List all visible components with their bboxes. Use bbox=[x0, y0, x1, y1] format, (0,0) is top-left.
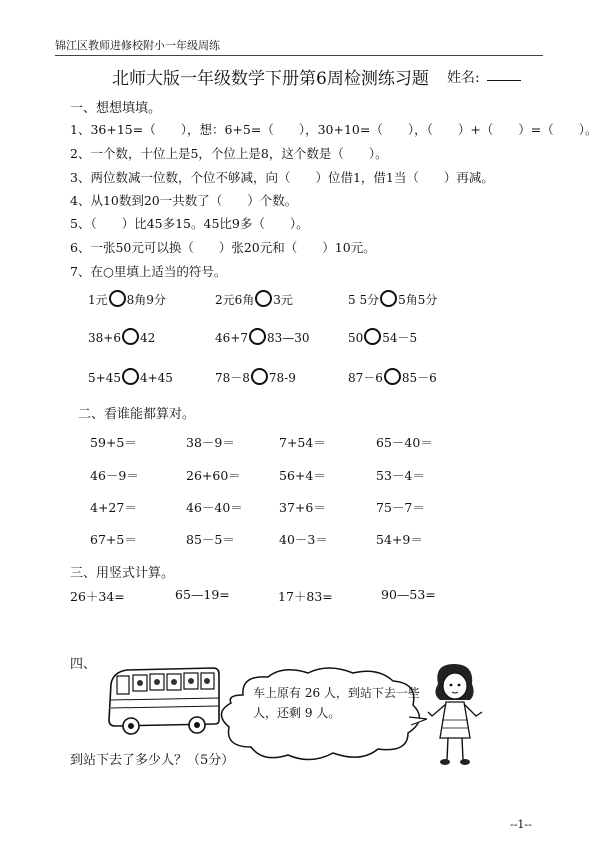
compare-item bbox=[215, 290, 293, 308]
arith-problem: 85－5＝ bbox=[186, 532, 235, 547]
compare-left: 5+45 bbox=[88, 371, 121, 385]
compare-right: 5角5分 bbox=[398, 293, 438, 307]
section2-heading: 二、看谁能都算对。 bbox=[78, 407, 196, 422]
section4-heading: 四、 bbox=[70, 657, 97, 672]
arith-problem: 37+6＝ bbox=[279, 500, 326, 515]
compare-left: 46+7 bbox=[215, 331, 248, 345]
vertical-problem: 90—53= bbox=[381, 587, 436, 602]
arith-problem: 46－9＝ bbox=[90, 468, 139, 483]
vertical-problem: 65—19= bbox=[175, 587, 230, 602]
vertical-problem: 26＋34= bbox=[70, 589, 125, 604]
arith-problem: 65－40＝ bbox=[376, 435, 433, 450]
question-3: 3、两位数减一位数，个位不够减，向（ ）位借1，借1当（ ）再减。 bbox=[70, 170, 494, 185]
arith-problem: 38－9＝ bbox=[186, 435, 235, 450]
arith-problem: 4+27＝ bbox=[90, 500, 137, 515]
page-title: 北师大版一年级数学下册第6周检测练习题 bbox=[112, 69, 429, 89]
arith-problem: 7+54＝ bbox=[279, 435, 326, 450]
compare-circle[interactable] bbox=[249, 328, 266, 345]
question-1: 1、36+15=（ ），想：6+5=（ ），30+10=（ ），（ ）+（ ）=（ ）。 bbox=[70, 122, 598, 137]
compare-item bbox=[348, 328, 417, 346]
compare-circle[interactable] bbox=[364, 328, 381, 345]
question-5: 5、（ ）比45多15。45比9多（ ）。 bbox=[70, 216, 309, 231]
speech-bubble-text: 车上原有 26 人，到站下去一些人，还剩 9 人。 bbox=[253, 686, 420, 720]
compare-left: 50 bbox=[348, 331, 364, 345]
question-6: 6、一张50元可以换（ ）张20元和（ ）10元。 bbox=[70, 240, 376, 255]
compare-item bbox=[88, 368, 173, 385]
compare-left: 87－6 bbox=[348, 371, 383, 385]
section1-heading: 一、想想填填。 bbox=[70, 101, 162, 116]
compare-left: 38+6 bbox=[88, 331, 121, 345]
girl-illustration bbox=[420, 660, 490, 772]
compare-item bbox=[215, 328, 310, 345]
name-blank-line bbox=[487, 80, 521, 81]
vertical-problem: 17＋83= bbox=[278, 589, 333, 604]
compare-left: 78－8 bbox=[215, 371, 250, 385]
question-4: 4、从10数到20一共数了（ ）个数。 bbox=[70, 193, 298, 208]
arith-problem: 59+5＝ bbox=[90, 435, 137, 450]
compare-item bbox=[348, 368, 437, 386]
compare-circle[interactable] bbox=[384, 368, 401, 385]
compare-item bbox=[88, 290, 166, 308]
section4-question: 到站下去了多少人？（5分） bbox=[70, 753, 235, 768]
arith-problem: 26+60＝ bbox=[186, 468, 241, 483]
arith-problem: 67+5＝ bbox=[90, 532, 137, 547]
arith-problem: 54+9＝ bbox=[376, 532, 423, 547]
school-header: 锦江区教师进修校附小一年级周练 bbox=[55, 39, 220, 52]
compare-right: 85－6 bbox=[401, 371, 437, 385]
header-divider bbox=[55, 55, 543, 56]
compare-item bbox=[215, 368, 296, 386]
compare-left: 5 5分 bbox=[348, 293, 380, 307]
compare-right: 4+45 bbox=[139, 371, 173, 385]
compare-left: 2元6角 bbox=[215, 293, 255, 307]
compare-circle[interactable] bbox=[122, 328, 139, 345]
arith-problem: 46－40＝ bbox=[186, 500, 243, 515]
compare-item bbox=[348, 290, 437, 308]
arith-problem: 75－7＝ bbox=[376, 500, 425, 515]
compare-right: 8角9分 bbox=[126, 293, 166, 307]
compare-right: 78-9 bbox=[268, 371, 296, 385]
compare-right: 42 bbox=[139, 331, 156, 345]
compare-right: 54－5 bbox=[382, 331, 418, 345]
name-label: 姓名: bbox=[447, 70, 480, 86]
question-2: 2、一个数，十位上是5，个位上是8，这个数是（ ）。 bbox=[70, 146, 388, 161]
compare-circle[interactable] bbox=[109, 290, 126, 307]
compare-right: 3元 bbox=[273, 293, 293, 307]
compare-left: 1元 bbox=[88, 293, 108, 307]
page-number: --1-- bbox=[510, 818, 532, 831]
arith-problem: 56+4＝ bbox=[279, 468, 326, 483]
compare-right: 83—30 bbox=[266, 331, 310, 345]
compare-circle[interactable] bbox=[255, 290, 272, 307]
compare-item bbox=[88, 328, 155, 345]
compare-circle[interactable] bbox=[251, 368, 268, 385]
compare-circle[interactable] bbox=[380, 290, 397, 307]
bus-illustration bbox=[105, 664, 223, 738]
question-7: 7、在○里填上适当的符号。 bbox=[70, 264, 227, 279]
arith-problem: 53－4＝ bbox=[376, 468, 425, 483]
section3-heading: 三、用竖式计算。 bbox=[70, 566, 175, 581]
arith-problem: 40－3＝ bbox=[279, 532, 328, 547]
compare-circle[interactable] bbox=[122, 368, 139, 385]
